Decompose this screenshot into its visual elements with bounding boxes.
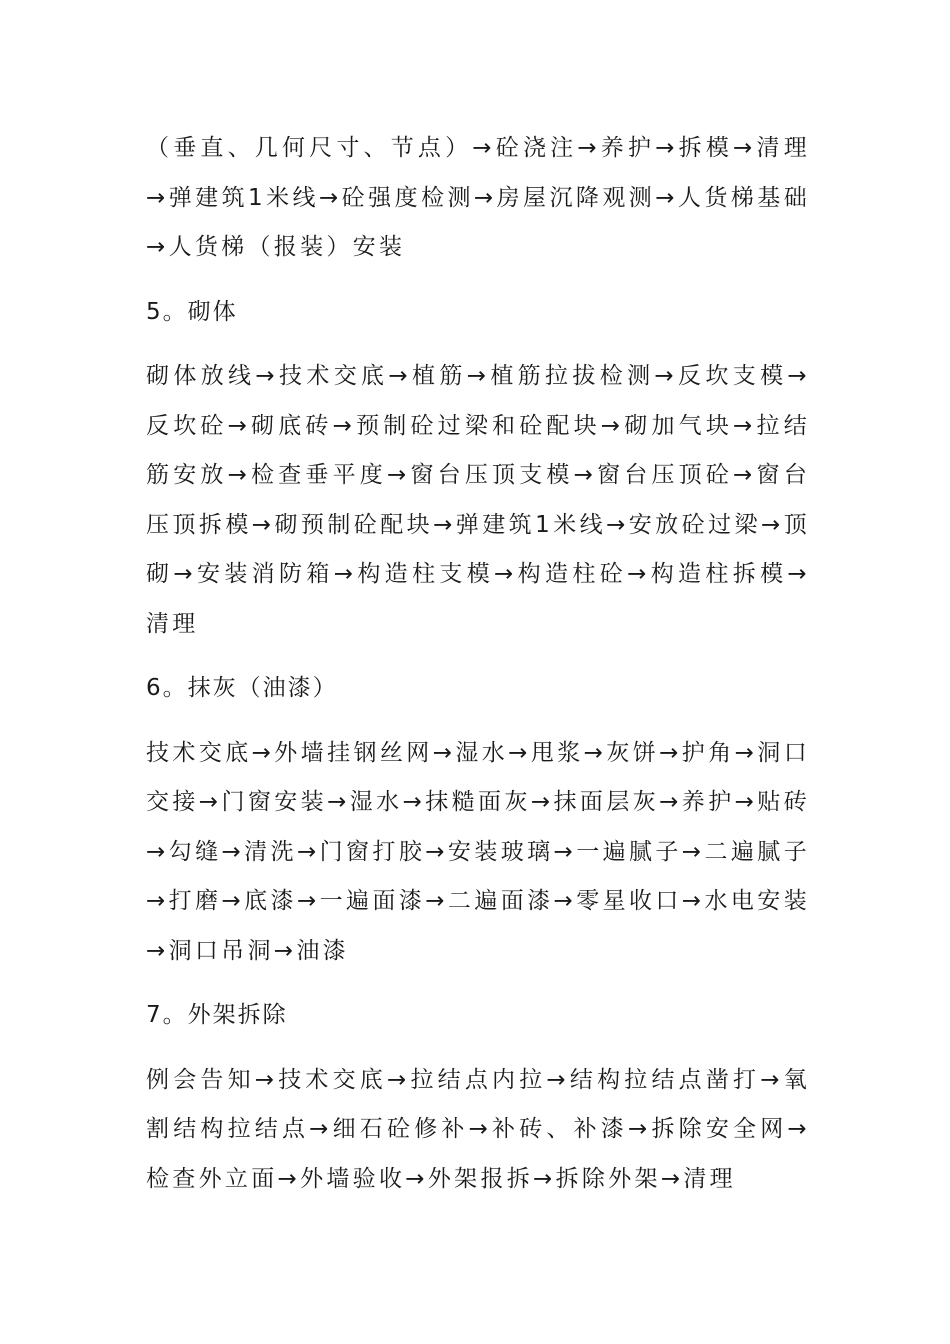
section-body: 技术交底→外墙挂钢丝网→湿水→甩浆→灰饼→护角→洞口交接→门窗安装→湿水→抹糙面灰→抹面层灰→养护→贴砖→勾缝→清洗→门窗打胶→安装玻璃→一遍腻子→二遍腻子→打磨→底漆→一遍面漆→二遍面漆→零星收口→水电安装→洞口吊洞→油漆	[146, 739, 810, 964]
section-plastering	[146, 664, 810, 976]
intro-paragraph: （垂直、几何尺寸、节点）→砼浇注→养护→拆模→清理→弹建筑1米线→砼强度检测→房屋沉降观测→人货梯基础→人货梯（报装）安装	[146, 135, 810, 260]
section-scaffold-removal	[146, 991, 810, 1204]
section-body: 砌体放线→技术交底→植筋→植筋拉拔检测→反坎支模→反坎砼→砌底砖→预制砼过梁和砼配块→砌加气块→拉结筋安放→检查垂平度→窗台压顶支模→窗台压顶砼→窗台压顶拆模→砌预制砼配块→弹建筑1米线→安放砼过梁→顶砌→安装消防箱→构造柱支模→构造柱砼→构造柱拆模→清理	[146, 363, 810, 637]
section-body: 例会告知→技术交底→拉结点内拉→结构拉结点凿打→氧割结构拉结点→细石砼修补→补砖、补漆→拆除安全网→检查外立面→外墙验收→外架报拆→拆除外架→清理	[146, 1066, 810, 1192]
document-page	[146, 124, 810, 1204]
section-masonry	[146, 288, 810, 650]
section-heading: 6。抹灰（油漆）	[146, 675, 338, 701]
section-heading: 5。砌体	[146, 298, 238, 325]
section-heading: 7。外架拆除	[146, 1002, 288, 1028]
